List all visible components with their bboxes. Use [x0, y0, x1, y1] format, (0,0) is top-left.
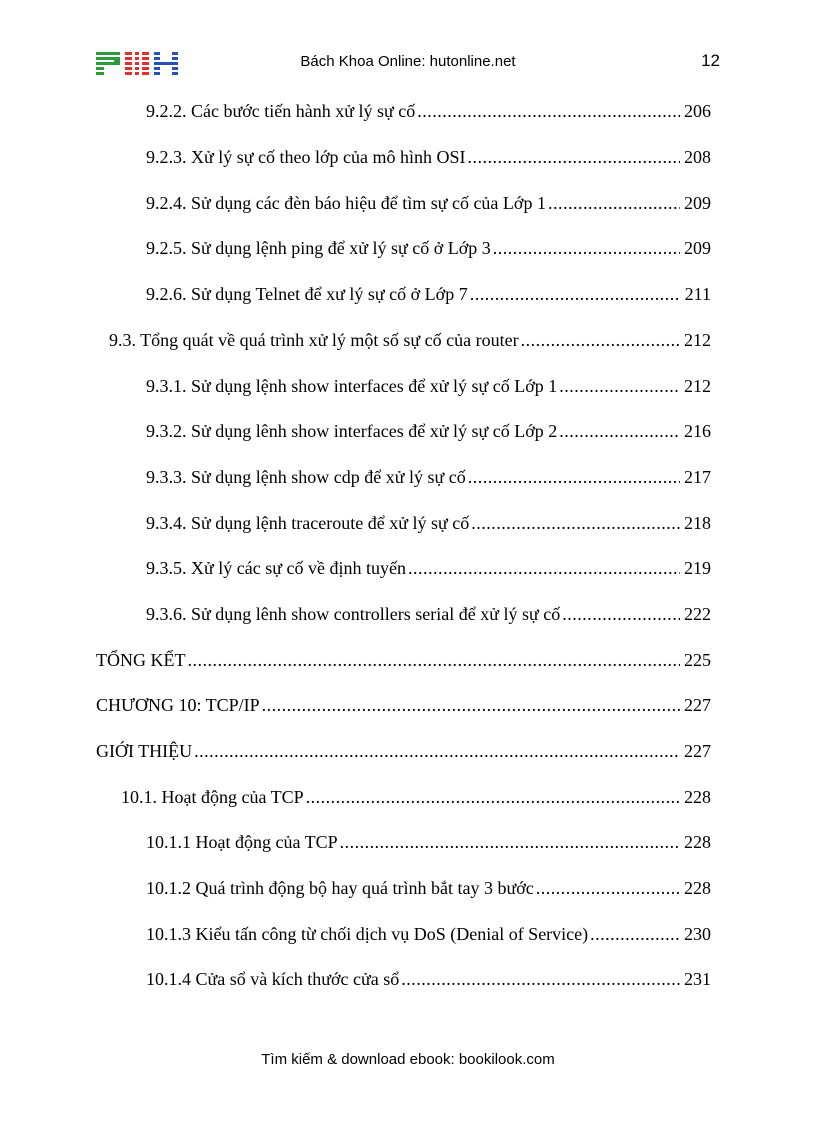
- toc-entry[interactable]: [146, 376, 711, 402]
- toc-entry[interactable]: [146, 421, 711, 447]
- toc-entry[interactable]: [146, 513, 711, 539]
- toc-entry-title: 10.1. Hoạt động của TCP: [121, 787, 304, 807]
- toc-entry-title: 9.3.3. Sử dụng lệnh show cdp để xử lý sự cố: [146, 467, 466, 487]
- page-header: [0, 0, 816, 80]
- toc-entry[interactable]: [146, 101, 711, 127]
- toc-entry-title: TỔNG KẾT: [96, 650, 186, 670]
- toc-entry-page: 211: [684, 284, 711, 304]
- dot-leader: [340, 832, 680, 853]
- toc-entry-title: 9.3.4. Sử dụng lệnh traceroute để xử lý sự cố: [146, 513, 470, 533]
- toc-entry-page: 225: [684, 650, 711, 670]
- toc-entry-page: 216: [684, 421, 711, 441]
- dot-leader: [536, 878, 680, 899]
- toc-entry-title: 10.1.3 Kiểu tấn công từ chối dịch vụ DoS (Denial of Service): [146, 924, 589, 944]
- toc-entry-page: 228: [684, 878, 711, 898]
- dot-leader: [559, 421, 680, 442]
- toc-entry-page: 227: [684, 741, 711, 761]
- toc-entry-page: 212: [684, 330, 711, 350]
- toc-entry-page: 218: [684, 513, 711, 533]
- toc-entry[interactable]: [121, 787, 711, 813]
- dot-leader: [408, 558, 680, 579]
- dot-leader: [471, 513, 680, 534]
- toc-entry-page: 227: [684, 695, 711, 715]
- toc-entry-page: 206: [684, 101, 711, 121]
- toc-entry-title: 9.3. Tổng quát về quá trình xử lý một số sự cố của router: [109, 330, 519, 350]
- page-footer: Tìm kiếm & download ebook: bookilook.com: [261, 1051, 555, 1068]
- toc-entry-title: GIỚI THIỆU: [96, 741, 193, 761]
- toc-entry[interactable]: [146, 878, 711, 904]
- dot-leader: [468, 467, 680, 488]
- toc-entry[interactable]: [146, 832, 711, 858]
- page-number: 12: [701, 51, 720, 70]
- toc-entry-title: 9.3.1. Sử dụng lệnh show interfaces để xử lý sự cố Lớp 1: [146, 376, 558, 396]
- dot-leader: [194, 741, 680, 762]
- toc-entry-title: CHƯƠNG 10: TCP/IP: [96, 695, 260, 715]
- toc-entry[interactable]: [146, 604, 711, 630]
- toc-entry-title: 9.3.5. Xử lý các sự cố về định tuyến: [146, 558, 406, 578]
- dot-leader: [306, 787, 680, 808]
- toc-entry-page: 208: [684, 147, 711, 167]
- toc-entry-title: 9.2.6. Sử dụng Telnet để xư lý sự cố ở Lớp 7: [146, 284, 468, 304]
- toc-entry-title: 9.2.5. Sử dụng lệnh ping để xử lý sự cố ở Lớp 3: [146, 238, 491, 258]
- toc-entry[interactable]: [146, 467, 711, 493]
- dot-leader: [468, 147, 681, 168]
- toc-entry-title: 9.2.4. Sử dụng các đèn báo hiệu để tìm sự cố của Lớp 1: [146, 193, 546, 213]
- dot-leader: [548, 193, 680, 214]
- toc-entry[interactable]: [146, 147, 711, 173]
- toc-entry-title: 9.3.2. Sử dụng lênh show interfaces để xử lý sự cố Lớp 2: [146, 421, 558, 441]
- toc-entry-title: 10.1.1 Hoạt động của TCP: [146, 832, 338, 852]
- toc-entry-title: 9.3.6. Sử dụng lênh show controllers serial để xử lý sự cố: [146, 604, 561, 624]
- toc-entry-page: 212: [684, 376, 711, 396]
- header-title: Bách Khoa Online: hutonline.net: [300, 53, 516, 70]
- toc-entry-title: 9.2.2. Các bước tiến hành xử lý sự cố: [146, 101, 416, 121]
- toc-entry-title: 9.2.3. Xử lý sự cố theo lớp của mô hình OSI: [146, 147, 466, 167]
- toc-entry-page: 209: [684, 238, 711, 258]
- toc-entry[interactable]: [146, 924, 711, 950]
- toc-entry-page: 209: [684, 193, 711, 213]
- toc-entry-page: 231: [684, 969, 711, 989]
- toc-entry[interactable]: [146, 558, 711, 584]
- toc-entry-page: 222: [684, 604, 711, 624]
- toc-entry[interactable]: [96, 695, 711, 721]
- toc-entry-page: 228: [684, 832, 711, 852]
- dot-leader: [493, 238, 680, 259]
- toc-entry[interactable]: [146, 193, 711, 219]
- toc-entry[interactable]: [109, 330, 711, 356]
- dot-leader: [521, 330, 680, 351]
- dot-leader: [417, 101, 680, 122]
- toc-entry-page: 219: [684, 558, 711, 578]
- toc-entry-page: 217: [684, 467, 711, 487]
- dot-leader: [262, 695, 680, 716]
- toc-entry-page: 230: [684, 924, 711, 944]
- dot-leader: [562, 604, 680, 625]
- toc-entry[interactable]: [96, 650, 711, 676]
- toc-entry-page: 228: [684, 787, 711, 807]
- toc-entry[interactable]: [146, 238, 711, 264]
- toc-entry-title: 10.1.2 Quá trình động bộ hay quá trình bắt tay 3 bước: [146, 878, 534, 898]
- toc-entry[interactable]: [146, 969, 711, 995]
- dot-leader: [401, 969, 680, 990]
- toc-entry[interactable]: [146, 284, 711, 310]
- dot-leader: [187, 650, 680, 671]
- toc-entry[interactable]: [96, 741, 711, 767]
- dot-leader: [559, 376, 680, 397]
- dot-leader: [470, 284, 681, 305]
- toc-entry-title: 10.1.4 Cửa sổ và kích thước cửa sổ: [146, 969, 400, 989]
- dot-leader: [590, 924, 680, 945]
